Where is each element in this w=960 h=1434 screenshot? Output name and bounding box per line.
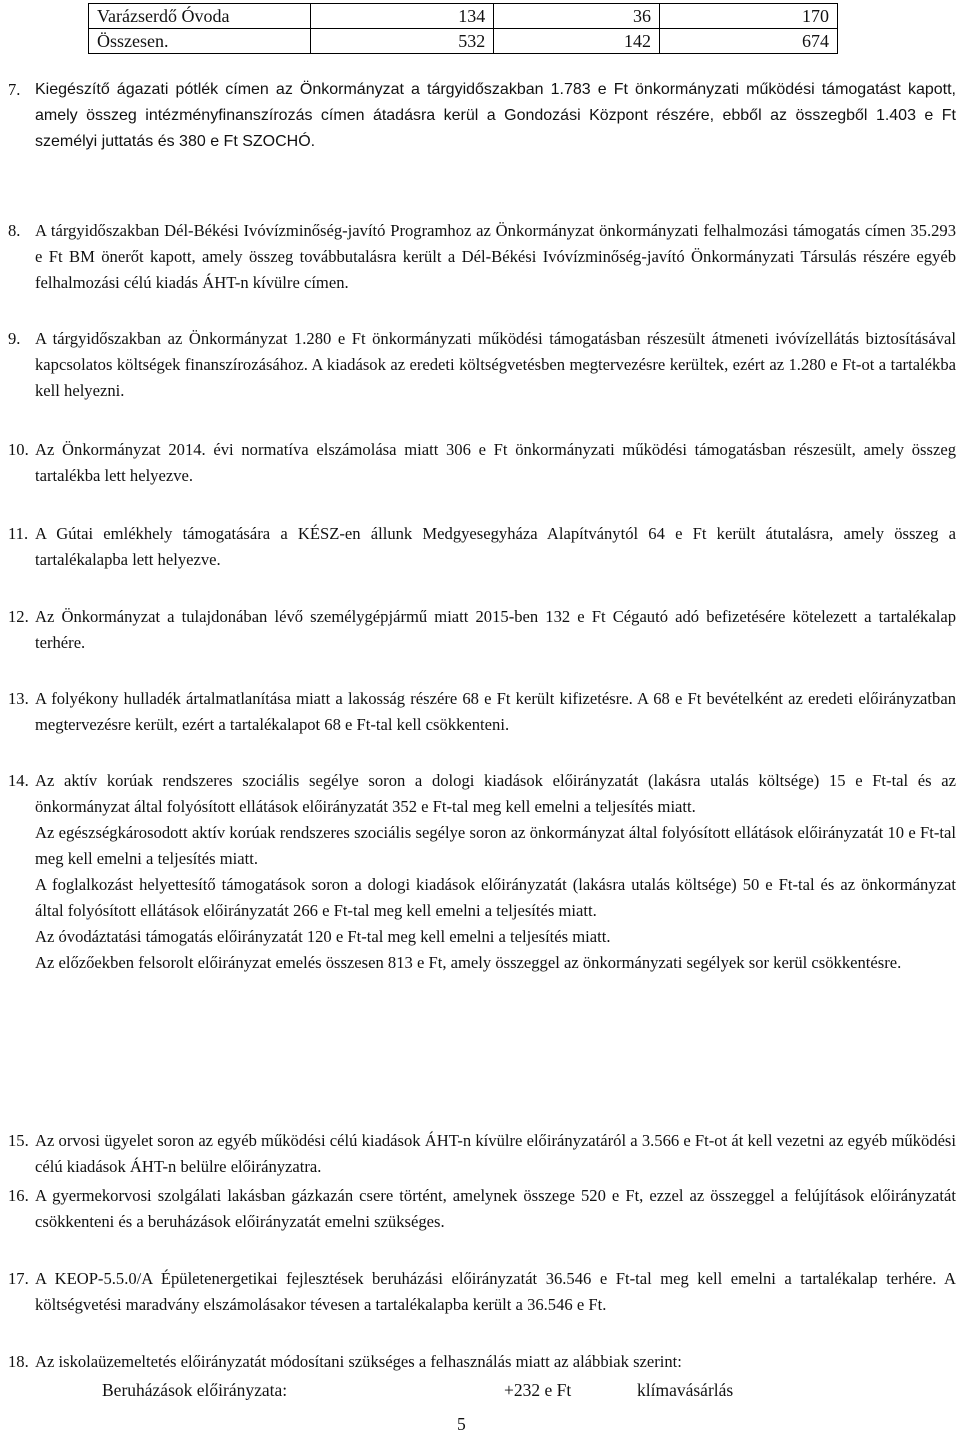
item-text — [35, 768, 956, 976]
table-row — [89, 29, 838, 54]
item-9 — [8, 326, 956, 404]
table-cell-value: 134 — [310, 4, 494, 29]
table-cell-value: 142 — [494, 29, 660, 54]
item-text: A tárgyidőszakban az Önkormányzat 1.280 e Ft önkormányzati működési támogatásban részesült átmeneti ivóvízellátás biztosításával kapcsolatos költségek finanszírozásához. A kiadások az eredeti költségvetésben megtervezésre kerültek, ezért az 1.280 e Ft-ot a tartalékba kell helyezni. — [35, 329, 956, 400]
item-paragraph: Az előzőekben felsorolt előirányzat emelés összesen 813 e Ft, amely összeggel az önkormányzati segélyek sor kerül csökkentésre. — [35, 953, 902, 972]
item-number: 7. — [8, 80, 21, 99]
item-text: A KEOP-5.5.0/A Épületenergetikai fejlesztések beruházási előirányzatát 36.546 e Ft-tal meg kell emelni a tartalékalap terhére. A költségvetési maradvány elszámolásakor tévesen a tartalékalapba került a 36.546 e Ft. — [35, 1269, 956, 1314]
item-paragraph: Az óvodáztatási támogatás előirányzatát 120 e Ft-tal meg kell emelni a teljesítés miatt. — [35, 927, 611, 946]
table-cell-value: 170 — [660, 4, 838, 29]
item-text: Az Önkormányzat 2014. évi normatíva elszámolása miatt 306 e Ft önkormányzati működési támogatásban részesült, amely összeg tartalékba lett helyezve. — [35, 440, 956, 485]
budget-line-amount: +232 e Ft — [504, 1380, 572, 1400]
item-number: 18. — [8, 1352, 29, 1371]
item-text: A folyékony hulladék ártalmatlanítása miatt a lakosság részére 68 e Ft került kifizetésre. A 68 e Ft bevételként az eredeti előirányzatban megtervezésre került, ezért a tartalékalapot 68 e Ft-tal kell csökkenteni. — [35, 689, 956, 734]
item-text: Kiegészítő ágazati pótlék címen az Önkormányzat a tárgyidőszakban 1.783 e Ft önkormányzati működési támogatást kapott, amely összeg intézményfinanszírozás címen átadásra kerül a Gondozási Központ részére, ebből az összegből 1.403 e Ft személyi juttatás és 380 e Ft SZOCHÓ. — [35, 81, 956, 150]
item-15 — [8, 1128, 956, 1180]
item-13 — [8, 686, 956, 738]
item-7 — [8, 77, 956, 155]
table-cell-value: 532 — [310, 29, 494, 54]
item-16 — [8, 1183, 956, 1235]
item-12 — [8, 604, 956, 656]
item-paragraph: A foglalkozást helyettesítő támogatások soron a dologi kiadások előirányzatát (lakásra utalás költsége) 50 e Ft-tal és az önkormányzat által folyósított ellátások előirányzatát 266 e Ft-tal meg kell emelni a teljesítés miatt. — [35, 875, 956, 920]
item-14 — [8, 768, 956, 976]
budget-line-label: Beruházások előirányzata: — [102, 1380, 288, 1400]
item-17 — [8, 1266, 956, 1318]
item-text: A Gútai emlékhely támogatására a KÉSZ-en állunk Medgyesegyháza Alapítványtól 64 e Ft került átutalásra, amely összeg a tartalékalapba lett helyezve. — [35, 524, 956, 569]
table-cell-value: 674 — [660, 29, 838, 54]
item-number: 16. — [8, 1186, 29, 1205]
item-number: 10. — [8, 440, 29, 459]
item-number: 9. — [8, 329, 21, 348]
item-text: Az Önkormányzat a tulajdonában lévő személygépjármű miatt 2015-ben 132 e Ft Cégautó adó befizetésére kötelezett a tartalékalap terhére. — [35, 607, 956, 652]
item-10 — [8, 437, 956, 489]
summary-table — [88, 3, 838, 54]
table-cell-name: Összesen. — [89, 29, 311, 54]
item-number: 17. — [8, 1269, 29, 1288]
item-number: 15. — [8, 1131, 29, 1150]
item-paragraph: Az aktív korúak rendszeres szociális segélye soron a dologi kiadások előirányzatát (lakásra utalás költsége) 15 e Ft-tal és az önkormányzat által folyósított ellátások előirányzatát 352 e Ft-tal meg kell emelni a teljesítés miatt. — [35, 771, 956, 816]
page-number: 5 — [457, 1414, 466, 1434]
item-number: 11. — [8, 524, 29, 543]
item-number: 8. — [8, 221, 21, 240]
item-11 — [8, 521, 956, 573]
item-18 — [8, 1349, 956, 1375]
table-cell-name: Varázserdő Óvoda — [89, 4, 311, 29]
item-text: A tárgyidőszakban Dél-Békési Ivóvízminőség-javító Programhoz az Önkormányzat önkormányzati felhalmozási támogatás címen 35.293 e Ft BM önerőt kapott, amely összeg továbbutalásra került a Dél-Békési Ivóvízminőség-javító Önkormányzati Társulás részére egyéb felhalmozási célú kiadás ÁHT-n kívülre címen. — [35, 221, 956, 292]
item-number: 12. — [8, 607, 29, 626]
table-cell-value: 36 — [494, 4, 660, 29]
table-row — [89, 4, 838, 29]
item-text: Az iskolaüzemeltetés előirányzatát módosítani szükséges a felhasználás miatt az alábbiak szerint: — [35, 1352, 682, 1371]
item-text: A gyermekorvosi szolgálati lakásban gázkazán csere történt, amelynek összege 520 e Ft, ezzel az összeggel a felújítások előirányzatát csökkenteni és a beruházások előirányzatát emelni szükséges. — [35, 1186, 956, 1231]
budget-line-purpose: klímavásárlás — [637, 1380, 734, 1400]
item-number: 14. — [8, 771, 29, 790]
item-text: Az orvosi ügyelet soron az egyéb működési célú kiadások ÁHT-n kívülre előirányzatáról a 3.566 e Ft-ot át kell vezetni az egyéb működési célú kiadások ÁHT-n belülre előirányzatra. — [35, 1131, 956, 1176]
item-number: 13. — [8, 689, 29, 708]
item-8 — [8, 218, 956, 296]
item-paragraph: Az egészségkárosodott aktív korúak rendszeres szociális segélye soron az önkormányzat által folyósított ellátások előirányzatát 10 e Ft-tal meg kell emelni a teljesítés miatt. — [35, 823, 956, 868]
